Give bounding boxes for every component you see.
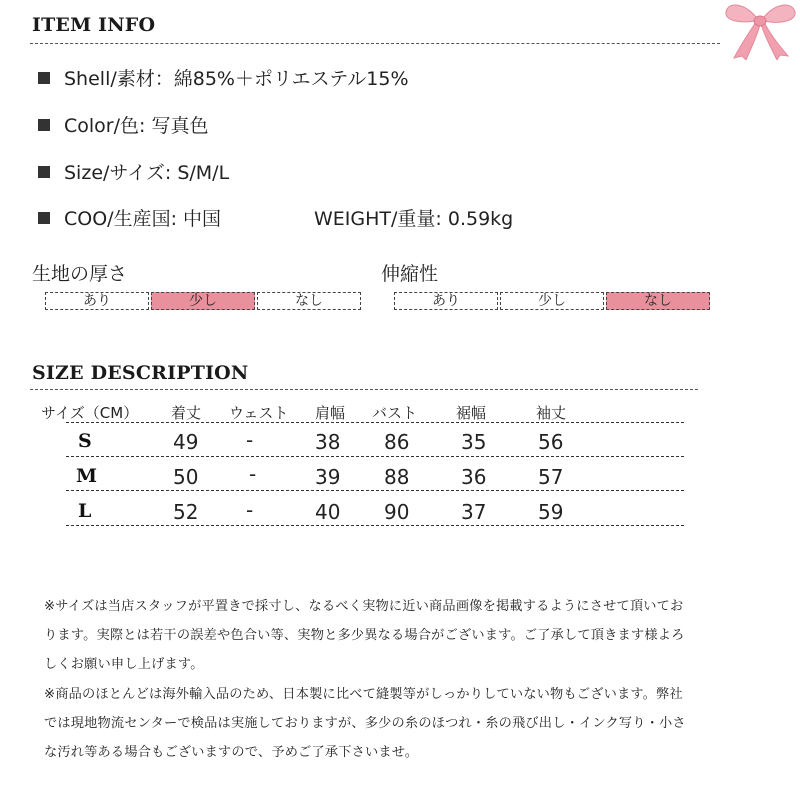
spec-shell <box>38 64 409 91</box>
bullet-square-icon <box>38 166 50 178</box>
stretch-option-ari: あり <box>394 292 498 310</box>
ribbon-bow-icon <box>718 0 800 60</box>
table-row-divider <box>66 525 684 526</box>
thickness-option-ari: あり <box>45 292 149 310</box>
cell-s-hem: 35 <box>461 430 487 454</box>
cell-l-sleeve: 59 <box>538 500 564 524</box>
cell-m-waist: - <box>249 462 257 486</box>
bullet-square-icon <box>38 212 50 224</box>
column-header-waist: ウェスト <box>229 404 289 422</box>
cell-s-sleeve: 56 <box>538 430 564 454</box>
bullet-square-icon <box>38 119 50 131</box>
size-label-s: S <box>78 430 92 452</box>
cell-s-shoulder: 38 <box>315 430 341 454</box>
spec-size <box>38 158 229 185</box>
item-info-heading: ITEM INFO <box>32 14 156 36</box>
stretch-title: 伸縮性 <box>381 263 439 285</box>
stretch-option-nashi: なし <box>606 292 710 310</box>
cell-m-shoulder: 39 <box>315 465 341 489</box>
spec-weight: WEIGHT/重量: 0.59kg <box>314 208 514 230</box>
size-note: ※サイズは当店スタッフが平置きで採寸し、なるべく実物に近い商品画像を掲載するようにさせて頂いております。実際とは若干の誤差や色合い等、実物と多少異なる場合がございます。ご了承して頂きます様よろしくお願い申し上げます。 <box>44 599 685 672</box>
cell-m-length: 50 <box>173 465 199 489</box>
thickness-option-sukoshi: 少し <box>151 292 255 310</box>
column-header-hem: 裾幅 <box>456 404 487 422</box>
spec-color-text: Color/色: 写真色 <box>64 115 209 137</box>
thickness-title: 生地の厚さ <box>32 263 128 285</box>
cell-s-bust: 86 <box>384 430 410 454</box>
item-info-divider <box>30 43 720 44</box>
size-label-m: M <box>76 465 98 487</box>
column-header-bust: バスト <box>372 404 418 422</box>
spec-color <box>38 111 208 138</box>
table-row-divider <box>66 456 684 457</box>
column-header-shoulder: 肩幅 <box>315 404 346 422</box>
cell-l-length: 52 <box>173 500 199 524</box>
thickness-option-nashi: なし <box>257 292 361 310</box>
cell-m-hem: 36 <box>461 465 487 489</box>
cell-l-hem: 37 <box>461 500 487 524</box>
column-header-size: サイズ（CM） <box>41 404 139 422</box>
cell-m-bust: 88 <box>384 465 410 489</box>
size-description-divider <box>30 389 698 390</box>
cell-l-bust: 90 <box>384 500 410 524</box>
spec-coo <box>38 204 221 231</box>
spec-size-text: Size/サイズ: S/M/L <box>64 162 230 184</box>
cell-s-waist: - <box>246 428 254 452</box>
table-row-divider <box>66 490 684 491</box>
import-note: ※商品のほとんどは海外輸入品のため、日本製に比べて縫製等がしっかりしていない物もございます。弊社では現地物流センターで検品は実施しておりますが、多少の糸のほつれ・糸の飛び出し・インク写り・小さな汚れ等ある場合もございますので、予めご了承下さいませ。 <box>44 687 686 760</box>
size-label-l: L <box>78 500 92 522</box>
cell-l-shoulder: 40 <box>315 500 341 524</box>
cell-l-waist: - <box>246 498 254 522</box>
column-header-length: 着丈 <box>171 404 202 422</box>
column-header-sleeve: 袖丈 <box>536 404 567 422</box>
spec-shell-text: Shell/素材：綿85%＋ポリエステル15% <box>64 68 409 90</box>
table-row-divider <box>66 422 684 423</box>
cell-s-length: 49 <box>173 430 199 454</box>
cell-m-sleeve: 57 <box>538 465 564 489</box>
bullet-square-icon <box>38 72 50 84</box>
spec-coo-text: COO/生産国: 中国 <box>64 208 222 230</box>
stretch-option-sukoshi: 少し <box>500 292 604 310</box>
size-description-heading: SIZE DESCRIPTION <box>32 362 249 384</box>
